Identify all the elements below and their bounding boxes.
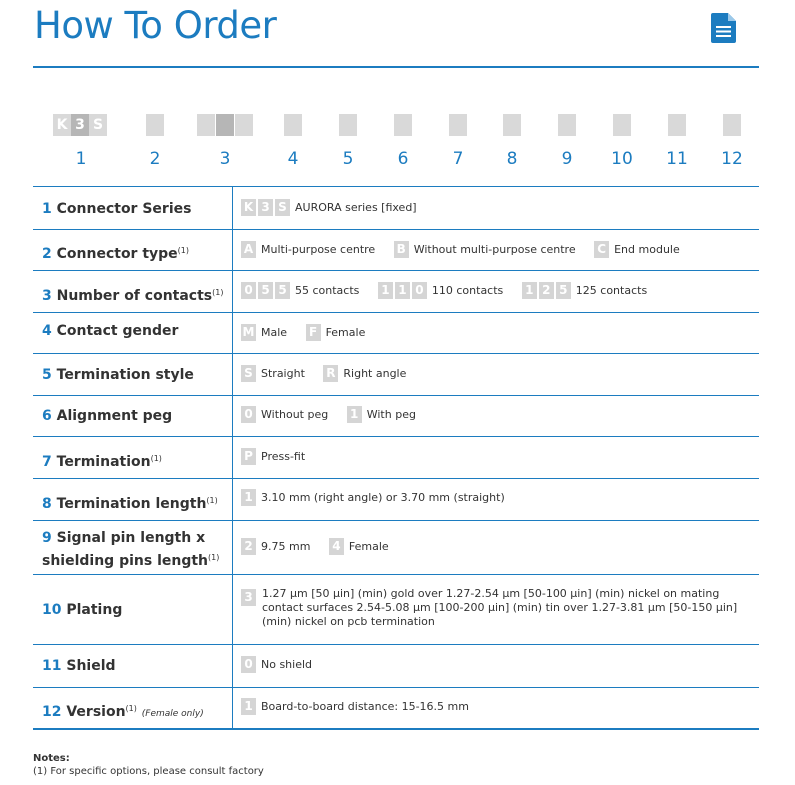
row-label: 8 Termination length$^{(1)}$ — [42, 496, 218, 512]
notes-title: Notes: — [33, 753, 70, 764]
row-label: 7 Termination$^{(1)}$ — [42, 454, 162, 470]
row-options — [241, 406, 751, 423]
option: M Male — [242, 325, 288, 339]
row-label: 2 Connector type$^{(1)}$ — [42, 246, 190, 262]
row-label: 5 Termination style — [42, 367, 194, 383]
table-row — [33, 271, 759, 313]
code-box-s: S — [89, 114, 107, 136]
code-box-12 — [723, 114, 741, 136]
row-options — [241, 587, 751, 629]
option: 1 With peg — [347, 406, 416, 423]
option: R Right angle — [323, 365, 406, 382]
option: A Multi-purpose centre — [241, 241, 375, 258]
option: F Female — [306, 324, 366, 341]
table-row — [33, 575, 759, 645]
code-box-9 — [558, 114, 576, 136]
code-box-3c — [235, 114, 253, 136]
option: 1 Board-to-board distance: 15-16.5 mm — [241, 698, 469, 715]
table-row — [33, 521, 759, 575]
option: 0 No shield — [241, 656, 312, 673]
code-boxes — [0, 114, 795, 136]
page-title: How To Order — [34, 4, 277, 47]
option: 0 5 5 55 contacts — [241, 282, 359, 299]
row-options — [241, 199, 751, 216]
row-label: 4 Contact gender — [42, 323, 179, 339]
position-number: 5 — [342, 149, 354, 169]
option: C End module — [594, 241, 680, 258]
option: P Press-fit — [241, 448, 305, 465]
row-options — [241, 365, 751, 382]
row-label: 1 Connector Series — [42, 201, 192, 217]
position-number: 7 — [452, 149, 464, 169]
position-number: 2 — [149, 149, 161, 169]
code-box-5 — [339, 114, 357, 136]
row-label: 12 Version$^{(1)}$ (Female only) — [42, 704, 204, 720]
code-box-3: 3 — [71, 114, 89, 136]
position-number: 11 — [666, 149, 688, 169]
option: B Without multi-purpose centre — [394, 241, 576, 258]
row-label: 11 Shield — [42, 658, 116, 674]
table-row — [33, 645, 759, 688]
table-row — [33, 688, 759, 730]
code-box-6 — [394, 114, 412, 136]
code-box-4 — [284, 114, 302, 136]
row-options — [241, 489, 751, 506]
column-divider — [232, 187, 233, 730]
code-box-3b — [216, 114, 234, 136]
code-box-11 — [668, 114, 686, 136]
row-label: 3 Number of contacts$^{(1)}$ — [42, 288, 224, 304]
position-number: 10 — [611, 149, 633, 169]
position-number: 9 — [561, 149, 573, 169]
option: 1 1 0 110 contacts — [378, 282, 503, 299]
position-number: 1 — [75, 149, 87, 169]
option: 0 Without peg — [241, 406, 328, 423]
code-box-7 — [449, 114, 467, 136]
table-row — [33, 479, 759, 521]
option: 1 3.10 mm (right angle) or 3.70 mm (straight) — [241, 489, 505, 506]
row-label: 9 Signal pin length x shielding pins length$^{(1)}$ — [42, 530, 220, 569]
notes — [33, 752, 264, 778]
option: 1 2 5 125 contacts — [522, 282, 647, 299]
row-label: 10 Plating — [42, 602, 123, 618]
row-options — [241, 282, 751, 299]
row-options — [241, 538, 751, 555]
position-number: 3 — [219, 149, 231, 169]
row-options — [241, 698, 751, 715]
row-options — [241, 241, 751, 258]
table-row — [33, 187, 759, 230]
table-row — [33, 230, 759, 271]
row-options — [241, 656, 751, 673]
code-box-10 — [613, 114, 631, 136]
option-text: 1.27 µm [50 µin] (min) gold over 1.27-2.54 µm [50-100 µin] (min) nickel on mating contact surfaces 2.54-5.08 µm [100-200 µin] (min) tin over 1.27-3.81 µm [50-150 µin] (min) nickel on pcb termination — [262, 587, 738, 628]
code-box-k: K — [53, 114, 71, 136]
position-number: 6 — [397, 149, 409, 169]
position-number: 8 — [506, 149, 518, 169]
option-code: 3 — [241, 589, 256, 606]
position-number: 12 — [721, 149, 743, 169]
option: 4 Female — [329, 538, 389, 555]
row-options — [241, 324, 751, 341]
table-row — [33, 354, 759, 396]
table-row — [33, 437, 759, 479]
code-box-8 — [503, 114, 521, 136]
row-label: 6 Alignment peg — [42, 408, 173, 424]
row-options — [241, 448, 751, 465]
option: 2 9.75 mm — [241, 538, 310, 555]
document-icon[interactable] — [711, 13, 736, 43]
notes-line: (1) For specific options, please consult factory — [33, 766, 264, 777]
table-row — [33, 313, 759, 354]
option: K 3 S AURORA series [fixed] — [241, 199, 417, 216]
title-rule — [33, 66, 759, 68]
table-row — [33, 396, 759, 437]
option: S Straight — [241, 365, 305, 382]
code-box-3a — [197, 114, 215, 136]
position-number: 4 — [287, 149, 299, 169]
code-box-2 — [146, 114, 164, 136]
